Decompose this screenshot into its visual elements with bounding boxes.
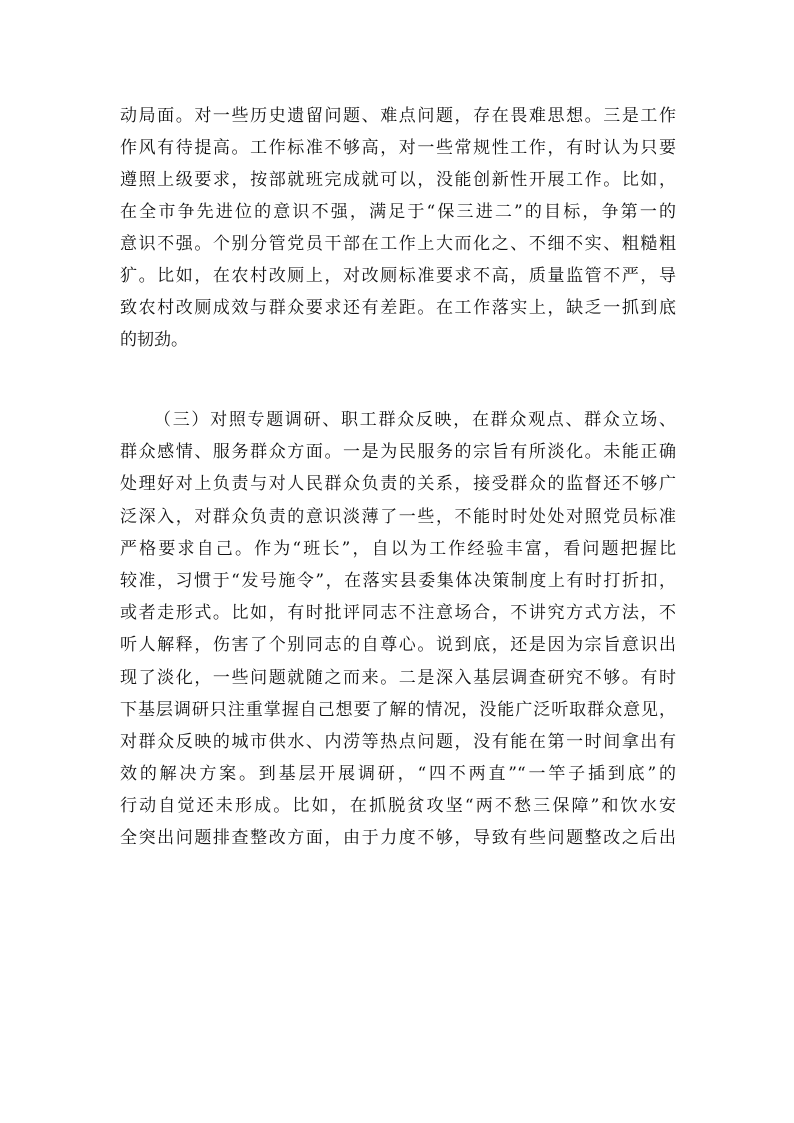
text-line: 群众感情、服务群众方面。一是为民服务的宗旨有所淡化。未能正确 [120,442,676,463]
text-line: 遵照上级要求，按部就班完成就可以，没能创新性开展工作。比如， [120,170,676,190]
text-line: 较准，习惯于“发号施令”，在落实县委集体决策制度上有时打折扣， [120,570,676,591]
section-heading-line: （三）对照专题调研、职工群众反映，在群众观点、群众立场、 [154,410,676,430]
text-line: 严格要求自己。作为“班长”，自以为工作经验丰富，看问题把握比 [120,538,676,559]
text-line: 或者走形式。比如，有时批评同志不注意场合，不讲究方式方法，不 [120,603,676,624]
text-line: 犷。比如，在农村改厕上，对改厕标准要求不高，质量监管不严，导 [120,266,676,286]
text-line: 效的解决方案。到基层开展调研，“四不两直”“一竿子插到底”的 [120,764,676,785]
text-line: 在全市争先进位的意识不强，满足于“保三进二”的目标，争第一的 [120,202,676,222]
text-line: 下基层调研只注重掌握自己想要了解的情况，没能广泛听取群众意见， [120,699,676,720]
text-line: 处理好对上负责与对人民群众负责的关系，接受群众的监督还不够广 [120,474,676,495]
text-line: 听人解释，伤害了个别同志的自尊心。说到底，还是因为宗旨意识出 [120,635,676,656]
text-line: 全突出问题排查整改方面，由于力度不够，导致有些问题整改之后出 [120,828,676,849]
text-line: 泛深入，对群众负责的意识淡薄了一些，不能时时处处对照党员标准 [120,506,676,527]
text-line: 对群众反映的城市供水、内涝等热点问题，没有能在第一时间拿出有 [120,731,676,752]
paragraph-2 [120,404,676,855]
text-line: 意识不强。个别分管党员干部在工作上大而化之、不细不实、粗糙粗 [120,234,676,254]
text-line: 动局面。对一些历史遗留问题、难点问题，存在畏难思想。三是工作 [120,106,676,126]
text-line: 现了淡化，一些问题就随之而来。二是深入基层调查研究不够。有时 [120,667,676,688]
text-line: 作风有待提高。工作标准不够高，对一些常规性工作，有时认为只要 [120,138,676,158]
text-line: 致农村改厕成效与群众要求还有差距。在工作落实上，缺乏一抓到底 [120,298,676,318]
text-line: 行动自觉还未形成。比如，在抓脱贫攻坚“两不愁三保障”和饮水安 [120,796,676,817]
text-line: 的韧劲。 [120,330,188,350]
paragraph-1 [120,100,676,356]
